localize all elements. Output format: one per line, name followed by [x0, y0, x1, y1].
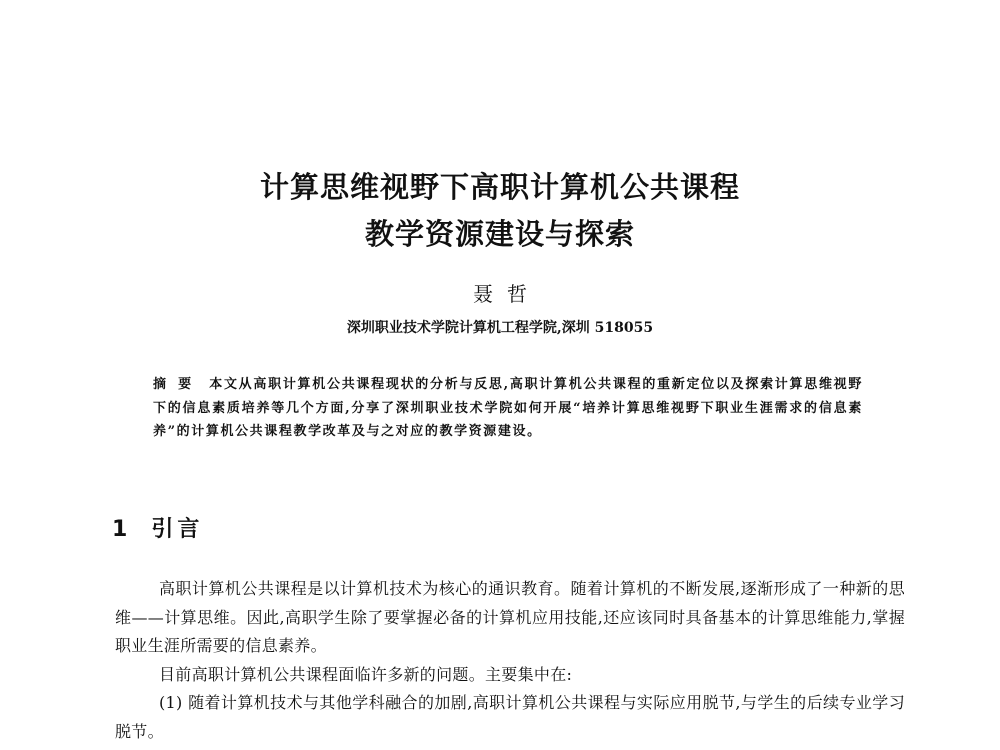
author-affiliation: 深圳职业技术学院计算机工程学院,深圳 518055	[346, 320, 654, 336]
paper-title-line-2: 教学资源建设与探索	[364, 217, 635, 251]
abstract-label: 摘要	[153, 377, 204, 392]
author-name: 聂哲	[473, 282, 541, 306]
paper-title-line-1: 计算思维视野下高职计算机公共课程	[259, 170, 740, 204]
section-body	[115, 575, 905, 746]
body-paragraph-3: (1) 随着计算机技术与其他学科融合的加剧,高职计算机公共课程与实际应用脱节,与学生的后续专业学习脱节。	[115, 693, 905, 741]
abstract-text: 本文从高职计算机公共课程现状的分析与反思,高职计算机公共课程的重新定位以及探索计算思维视野下的信息素质培养等几个方面,分享了深圳职业技术学院如何开展“培养计算思维视野下职业生涯需求的信息素养”的计算机公共课程教学改革及与之对应的教学资源建设。	[153, 377, 863, 439]
abstract-block	[153, 373, 863, 444]
body-paragraph-1: 高职计算机公共课程是以计算机技术为核心的通识教育。随着计算机的不断发展,逐渐形成了一种新的思维——计算思维。因此,高职学生除了要掌握必备的计算机应用技能,还应该同时具备基本的计算思维能力,掌握职业生涯所需要的信息素养。	[115, 579, 905, 655]
section-title: 引言	[151, 517, 204, 542]
section-heading-introduction	[112, 515, 203, 545]
body-paragraph-2: 目前高职计算机公共课程面临许多新的问题。主要集中在:	[159, 664, 573, 684]
section-number: 1	[112, 517, 128, 542]
